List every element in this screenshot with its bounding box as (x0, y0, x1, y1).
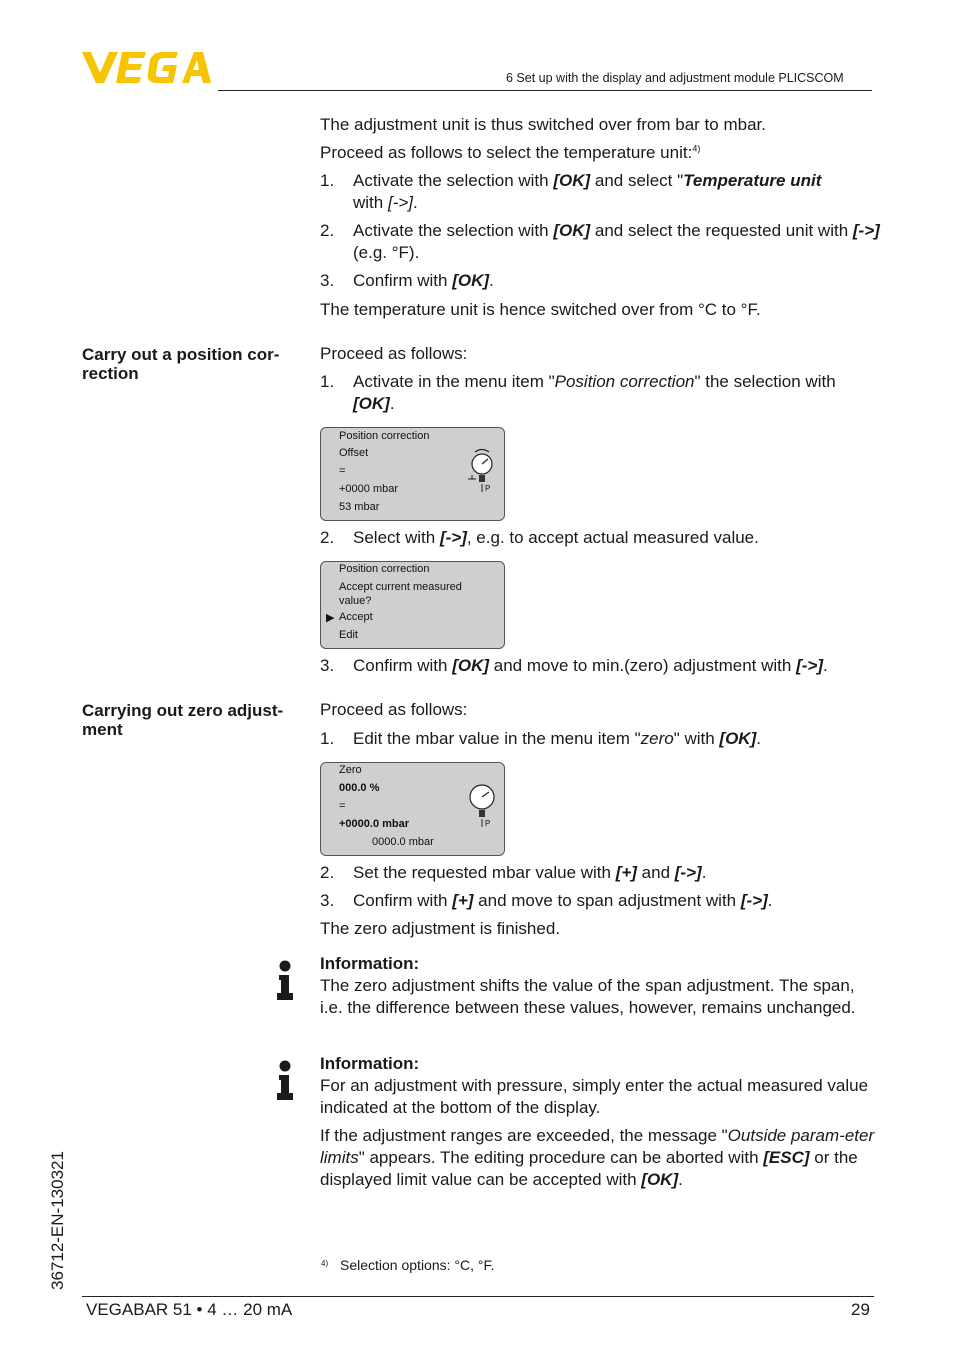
display-line: 53 mbar (339, 501, 380, 513)
display-line: Zero (339, 764, 362, 776)
zero-proceed: Proceed as follows: (320, 700, 468, 719)
display-line: +0000.0 mbar (339, 818, 410, 830)
information-note-2 (320, 1053, 880, 1191)
footer-divider (82, 1296, 874, 1297)
display-line: Accept current measured (339, 581, 462, 593)
page-number: 29 (851, 1300, 870, 1319)
footnote-mark: 4) (321, 1259, 329, 1268)
section-heading-position-correction: Carry out a position cor- rection (82, 345, 280, 383)
pressure-gauge-icon (464, 779, 500, 829)
section-heading-zero-adjustment: Carrying out zero adjust- ment (82, 701, 284, 739)
information-text: The zero adjustment shifts the value of the span adjustment. The span, i.e. the difference between these values, however, remains unchanged. (320, 976, 856, 1017)
display-option-edit: Edit (339, 629, 358, 641)
intro-paragraph-2: Proceed as follows to select the temperature unit:$^{4)}$ (320, 143, 701, 162)
display-line: 000.0 % (339, 782, 380, 794)
information-text-limits: If the adjustment ranges are exceeded, the message "Outside param-eter limits" appears. The editing procedure can be aborted with [ESC] or the displayed limit value can be accepted with [OK]. (320, 1126, 875, 1189)
position-proceed: Proceed as follows: (320, 344, 468, 363)
information-note-1 (320, 953, 880, 1019)
selection-pointer-icon: ▶ (326, 612, 335, 624)
zero-finished: The zero adjustment is finished. (320, 919, 561, 938)
display-line: value? (339, 595, 372, 607)
display-p-marker: P (485, 484, 491, 493)
information-title: Information: (320, 954, 420, 973)
chapter-title: 6 Set up with the display and adjustment module PLICSCOM (506, 71, 844, 85)
document-id: 36712-EN-130321 (48, 1151, 67, 1290)
display-line: +0000 mbar (339, 483, 399, 495)
information-icon (276, 1060, 294, 1100)
footnote-text: Selection options: °C, °F. (340, 1257, 495, 1273)
display-line: = (339, 800, 346, 812)
display-line: Offset (339, 447, 369, 459)
product-name: VEGABAR 51 • 4 … 20 mA (86, 1300, 293, 1319)
display-line: Position correction (339, 563, 430, 575)
header-divider (218, 90, 872, 91)
information-text: For an adjustment with pressure, simply enter the actual measured value indicated at the bottom of the display. (320, 1076, 869, 1117)
information-title: Information: (320, 1054, 420, 1073)
intro-paragraph-3: The temperature unit is hence switched over from °C to °F. (320, 300, 761, 319)
information-icon (276, 960, 294, 1000)
display-line: Position correction (339, 430, 430, 442)
footnote-reference: 4) (692, 143, 701, 154)
display-line: = (339, 465, 346, 477)
vega-logo (82, 52, 212, 89)
intro-paragraph-1: The adjustment unit is thus switched over from bar to mbar. (320, 115, 766, 134)
display-position-correction-offset (320, 427, 505, 521)
pressure-gauge-icon (464, 444, 500, 494)
display-accept-measured-value (320, 561, 505, 649)
display-line: 0000.0 mbar (372, 836, 434, 848)
display-option-accept: Accept (339, 611, 373, 623)
display-p-marker: P (485, 819, 491, 828)
display-zero (320, 762, 505, 856)
